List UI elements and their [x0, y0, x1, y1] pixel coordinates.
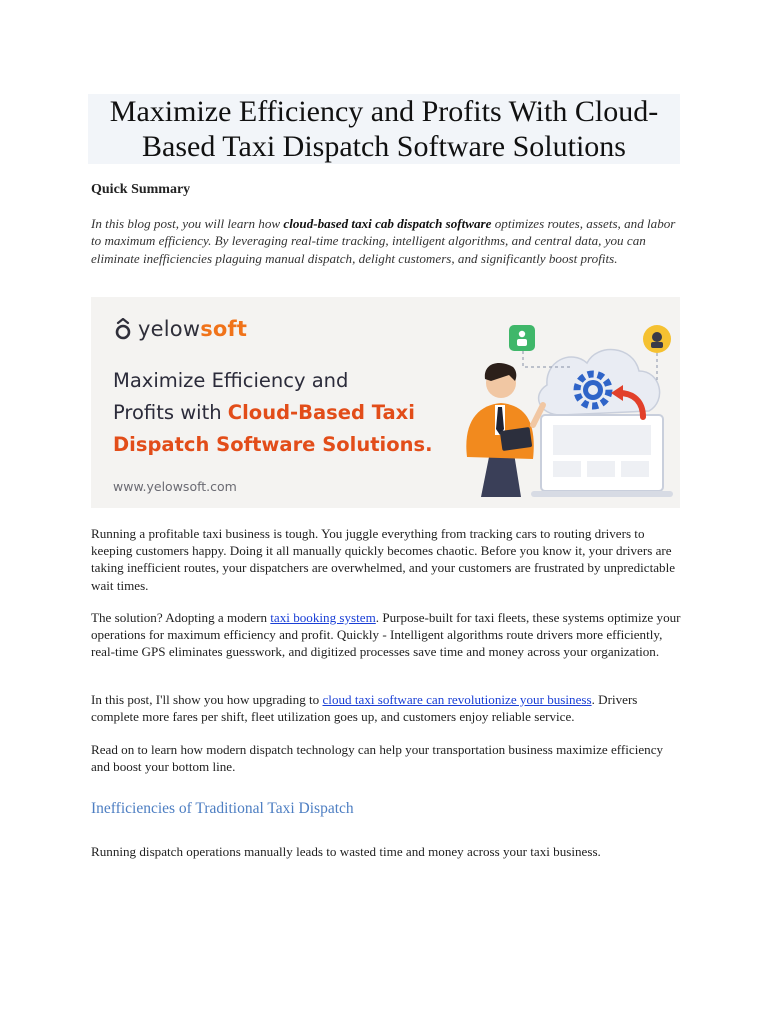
- banner-headline: [113, 365, 453, 461]
- paragraph-3-post: . Drivers complete more fares per shift, fleet utilization goes up, and customers enjoy reliable service.: [91, 692, 638, 725]
- paragraph-3: [91, 691, 681, 725]
- person-figure: [466, 363, 543, 497]
- summary-text: [91, 215, 681, 267]
- banner-headline-line2-plain: Profits with: [113, 401, 228, 424]
- section-heading: Inefficiencies of Traditional Taxi Dispatch: [91, 800, 354, 817]
- summary-pre: In this blog post, you will learn how: [91, 216, 284, 231]
- paragraph-2-pre: The solution? Adopting a modern: [91, 610, 271, 625]
- summary-bold: cloud-based taxi cab dispatch software: [283, 216, 492, 231]
- summary-post: optimizes routes, assets, and labor to maximum efficiency. By leveraging real-time tracking, intelligent algorithms, and central data, you can eliminate inefficiencies plaguing manual dispatch, delight customers, and significantly boost profits.: [91, 216, 676, 266]
- hero-banner-image: [91, 297, 680, 508]
- dispatch-illustration: [421, 297, 680, 508]
- paragraph-2-post: . Purpose-built for taxi fleets, these systems optimize your operations for maximum efficiency and profit. Quickly - Intelligent algorithms route drivers more efficiently, real-time GPS eliminates guesswork, and digitized processes save time and money across your organization.: [91, 610, 681, 660]
- banner-headline-line2-accent: Cloud-Based Taxi: [227, 401, 415, 424]
- summary-heading: Quick Summary: [91, 182, 191, 197]
- logo-mark-icon: [114, 318, 132, 340]
- page-title: Maximize Efficiency and Profits With Cloud-Based Taxi Dispatch Software Solutions: [109, 95, 659, 163]
- banner-headline-line2: [113, 397, 453, 429]
- taxi-booking-system-link[interactable]: taxi booking system: [270, 610, 376, 625]
- logo-text-part2: soft: [200, 317, 248, 341]
- logo-text-part1: yelow: [138, 317, 201, 341]
- title-box: [88, 94, 680, 164]
- paragraph-3-pre: In this post, I'll show you how upgrading to: [91, 692, 323, 707]
- banner-headline-line1: Maximize Efficiency and: [113, 369, 349, 392]
- banner-url: www.yelowsoft.com: [113, 479, 237, 494]
- paragraph-5: Running dispatch operations manually leads to wasted time and money across your taxi business.: [91, 844, 601, 859]
- paragraph-4: Read on to learn how modern dispatch technology can help your transportation business maximize efficiency and boost your bottom line.: [91, 742, 664, 775]
- paragraph-2: [91, 609, 681, 661]
- banner-headline-line3: Dispatch Software Solutions.: [113, 433, 433, 456]
- yelowsoft-logo: [114, 317, 247, 341]
- cloud-taxi-software-link[interactable]: cloud taxi software can revolutionize your business: [322, 692, 592, 707]
- paragraph-1: Running a profitable taxi business is tough. You juggle everything from tracking cars to routing drivers to keeping customers happy. Doing it all manually quickly becomes chaotic. Before you know it, your drivers are taking inefficient routes, your dispatchers are overwhelmed, and your customers are frustrated by unpredictable wait times.: [91, 526, 676, 593]
- user-badge-icon: [509, 325, 535, 351]
